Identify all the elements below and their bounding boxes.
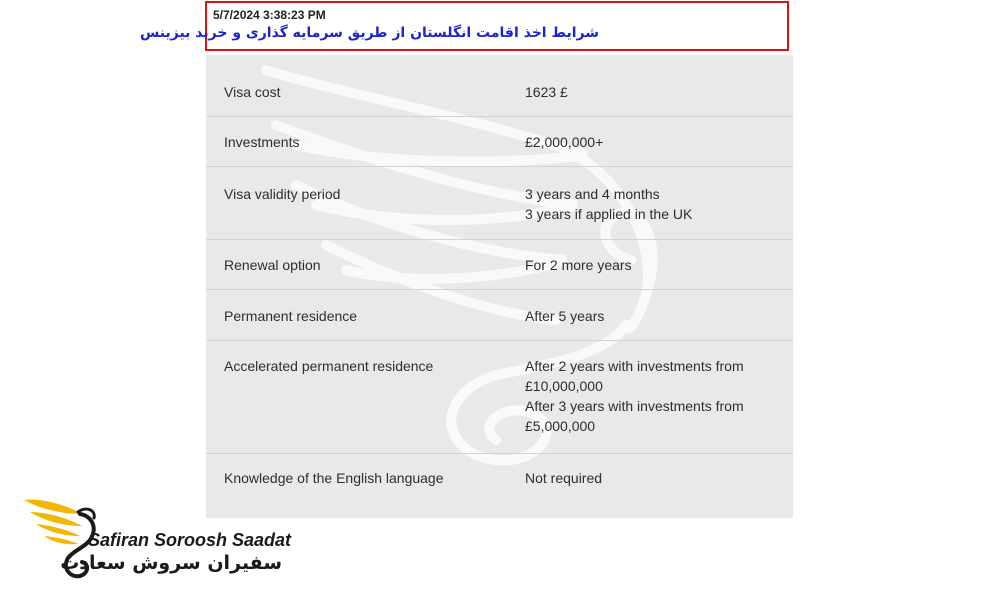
brand-name-fa: سفیران سروش سعادت — [60, 552, 282, 574]
table-row — [206, 290, 793, 341]
row-value: 1623 £ — [525, 84, 568, 100]
row-label: Permanent residence — [224, 308, 358, 324]
visa-info-table — [206, 55, 793, 518]
row-label: Renewal option — [224, 257, 321, 273]
row-value: After 5 years — [525, 308, 605, 324]
row-label: Visa cost — [224, 84, 281, 100]
row-label: Visa validity period — [224, 186, 341, 202]
row-value: For 2 more years — [525, 257, 632, 273]
table-row — [206, 167, 793, 240]
row-value: Not required — [525, 470, 603, 486]
row-label: Investments — [224, 134, 300, 150]
row-label: Accelerated permanent residence — [224, 358, 434, 374]
header-box — [139, 1, 789, 51]
row-value: 3 years and 4 months — [525, 186, 660, 202]
table-row — [206, 454, 793, 518]
brand-name-en: Safiran Soroosh Saadat — [88, 530, 292, 550]
table-row — [206, 240, 793, 290]
row-value: After 3 years with investments from — [525, 398, 744, 414]
row-label: Knowledge of the English language — [224, 470, 444, 486]
row-value: £10,000,000 — [525, 378, 603, 394]
row-value: £5,000,000 — [525, 418, 596, 434]
table-row — [206, 341, 793, 454]
row-value: After 2 years with investments from — [525, 358, 744, 374]
timestamp: 5/7/2024 3:38:23 PM — [213, 8, 326, 22]
table-row — [206, 55, 793, 117]
row-value: 3 years if applied in the UK — [525, 206, 693, 222]
page-title: شرایط اخذ اقامت انگلستان از طریق سرمایه گذاری و خرید بیزینس — [139, 25, 599, 41]
table-row — [206, 117, 793, 167]
row-value: £2,000,000+ — [525, 134, 604, 150]
